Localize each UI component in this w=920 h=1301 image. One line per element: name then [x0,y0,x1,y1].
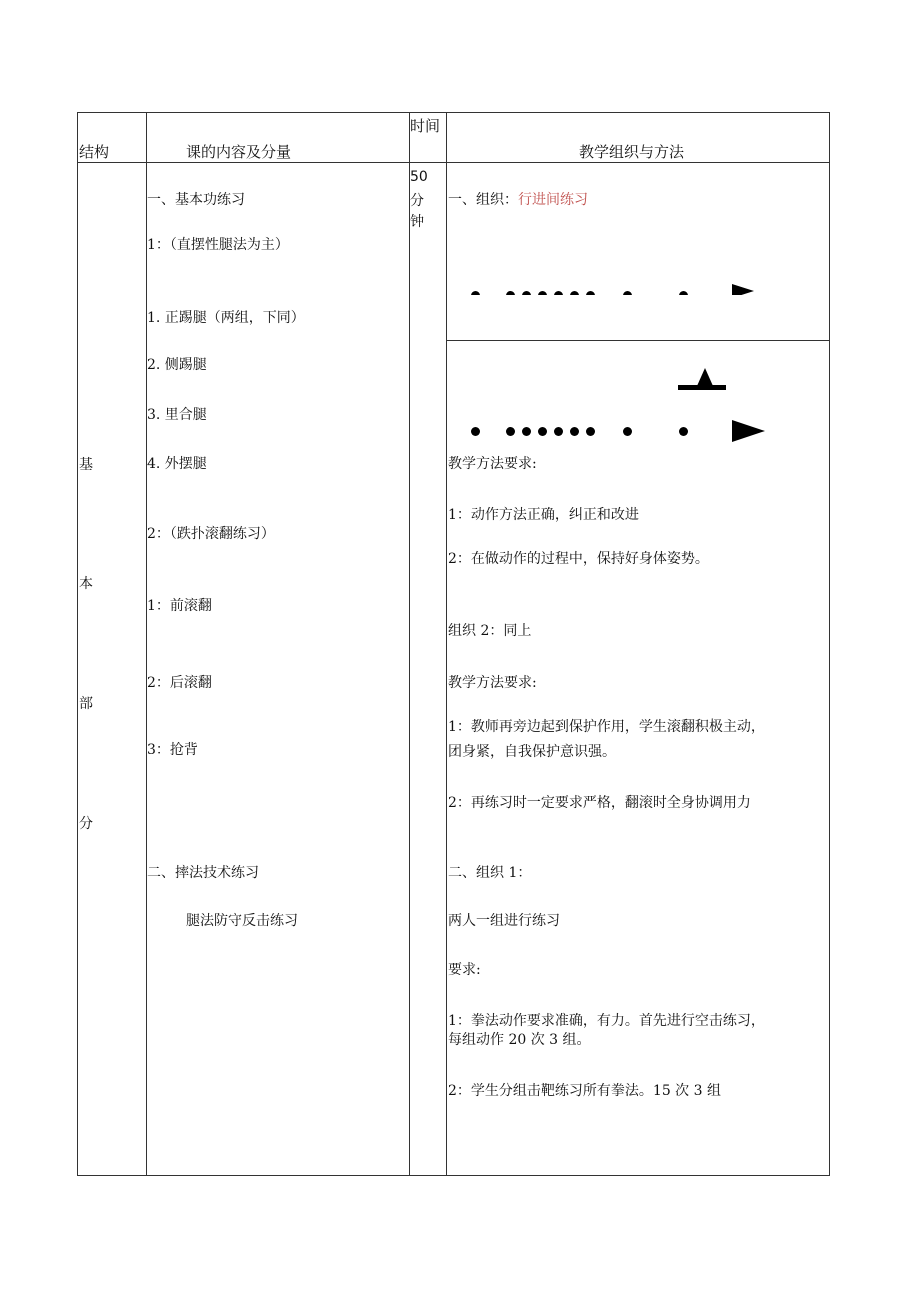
student-dot [554,291,563,295]
section2-title: 二、摔法技术练习 [147,865,259,881]
header-content: 课的内容及分量 [186,143,292,161]
requirement: 1：动作方法正确，纠正和改进 [448,507,639,523]
student-dot [570,427,579,436]
direction-arrow-icon [732,420,765,442]
content-item: 4. 外摆腿 [147,456,207,472]
student-dot [586,427,595,436]
student-dot [522,427,531,436]
requirement: 团身紧，自我保护意识强。 [448,744,616,760]
org1-value: 行进间练习 [518,192,588,208]
header-structure: 结构 [79,143,110,161]
requirement: 2：学生分组击靶练习所有拳法。15 次 3 组 [448,1083,721,1099]
requirement: 1：拳法动作要求准确，有力。首先进行空击练习， [448,1013,765,1029]
teacher-base-icon [678,385,726,390]
column-divider [446,113,447,1175]
time-unit: 分 [410,193,424,209]
org1-line [448,191,588,209]
req-title: 教学方法要求: [448,675,537,691]
content-item: 1. 正踢腿（两组，下同） [147,310,305,326]
student-dot [522,291,531,295]
column-divider [409,113,410,1175]
content-item: 2. 侧踢腿 [147,357,207,373]
content-item: 2：后滚翻 [147,675,212,691]
student-dot [471,291,480,295]
student-dot [679,427,688,436]
requirement: 每组动作 20 次 3 组。 [448,1032,591,1048]
section1-title: 一、基本功练习 [147,192,245,208]
student-dot [586,291,595,295]
formation-diagram-clipped [448,283,828,295]
student-dot [538,427,547,436]
content-item: 1：前滚翻 [147,598,212,614]
structure-char: 分 [79,816,93,832]
content-item: 3：抢背 [147,742,198,758]
org1-label: 一、组织： [448,192,518,208]
header-method: 教学组织与方法 [579,143,685,161]
header-time: 时间 [410,117,441,135]
student-dot [538,291,547,295]
req-title: 教学方法要求: [448,456,537,472]
req-title: 要求: [448,962,481,978]
direction-arrow-icon [732,284,754,295]
student-dot [570,291,579,295]
method-divider [447,340,829,341]
org3: 二、组织 1： [448,865,532,881]
student-dot [623,427,632,436]
student-dot [506,427,515,436]
structure-char: 基 [79,457,93,473]
time-value: 50 [410,169,428,185]
teacher-icon [697,368,713,386]
requirement: 2：在做动作的过程中，保持好身体姿势。 [448,551,709,567]
structure-char: 本 [79,576,93,592]
student-dot [623,291,632,295]
student-dot [679,291,688,295]
column-divider [146,113,147,1175]
content-item: 3. 里合腿 [147,407,207,423]
org3-desc: 两人一组进行练习 [448,913,560,929]
structure-char: 部 [79,696,93,712]
sub1-title: 1：（直摆性腿法为主） [147,237,289,253]
header-divider [78,162,829,163]
time-unit: 钟 [410,214,424,230]
student-dot [506,291,515,295]
formation-diagram [448,366,828,446]
student-dot [471,427,480,436]
org2: 组织 2：同上 [448,623,532,639]
requirement: 2：再练习时一定要求严格，翻滚时全身协调用力 [448,795,751,811]
sub2-title: 2：（跌扑滚翻练习） [147,526,275,542]
section2-item: 腿法防守反击练习 [186,913,298,929]
requirement: 1：教师再旁边起到保护作用，学生滚翻积极主动， [448,719,765,735]
student-dot [554,427,563,436]
